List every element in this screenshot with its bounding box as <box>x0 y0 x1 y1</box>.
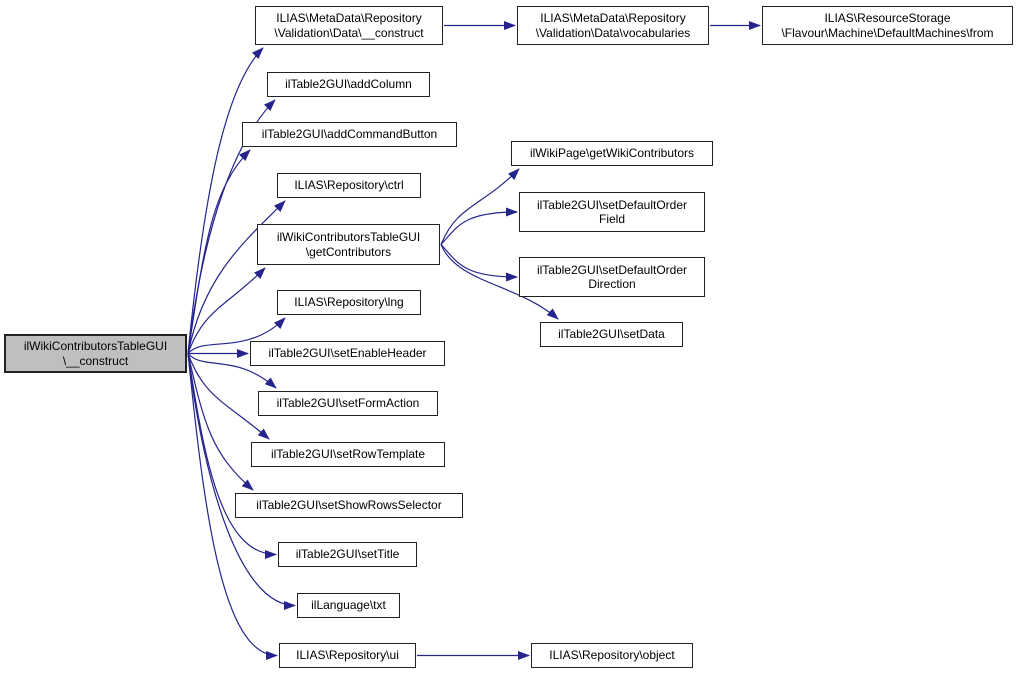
node-set-data[interactable] <box>540 322 683 347</box>
node-add-command-button[interactable] <box>242 122 457 147</box>
node-construct[interactable] <box>4 334 187 373</box>
node-label-line: ILIAS\Repository\ui <box>296 648 399 663</box>
node-set-show-rows-selector[interactable] <box>235 493 463 518</box>
node-label-line: ILIAS\Repository\object <box>549 648 675 663</box>
node-object[interactable] <box>531 643 693 668</box>
node-get-wiki-contributors[interactable] <box>511 141 713 166</box>
node-label-line: ilTable2GUI\setEnableHeader <box>268 346 427 361</box>
node-set-default-order-direction[interactable] <box>519 257 705 297</box>
node-label-line: ilTable2GUI\setRowTemplate <box>270 447 426 462</box>
node-label-line: ilLanguage\txt <box>311 598 386 613</box>
node-label-line: ilWikiPage\getWikiContributors <box>529 146 695 161</box>
node-label-line: ilTable2GUI\setFormAction <box>276 396 420 411</box>
node-md-construct[interactable] <box>255 6 443 45</box>
node-set-form-action[interactable] <box>258 391 438 416</box>
node-label-line: ilTable2GUI\setShowRowsSelector <box>256 498 442 513</box>
node-label-line: \Validation\Data\vocabularies <box>535 25 691 40</box>
node-label-line: ILIAS\MetaData\Repository <box>540 11 686 25</box>
node-txt[interactable] <box>297 593 400 618</box>
node-label-line: ilTable2GUI\addCommandButton <box>261 127 438 142</box>
node-set-row-template[interactable] <box>251 442 445 467</box>
node-ui[interactable] <box>279 643 416 668</box>
node-label-line: ilTable2GUI\setData <box>558 327 665 342</box>
node-label-line: \__construct <box>62 353 129 368</box>
node-label-line: ilTable2GUI\addColumn <box>285 77 412 92</box>
node-label-line: ilTable2GUI\setTitle <box>295 547 400 562</box>
node-set-title[interactable] <box>278 542 417 567</box>
node-label-line: ilWikiContributorsTableGUI <box>23 339 168 353</box>
node-label-line: \getContributors <box>305 244 392 259</box>
node-label-line: ilWikiContributorsTableGUI <box>276 230 421 244</box>
node-get-contributors[interactable] <box>257 224 440 265</box>
node-dm-from[interactable] <box>762 6 1013 45</box>
node-lng[interactable] <box>277 290 421 315</box>
node-set-enable-header[interactable] <box>250 341 445 366</box>
node-set-default-order-field[interactable] <box>519 192 705 232</box>
node-vocabularies[interactable] <box>517 6 709 45</box>
node-label-line: ILIAS\ResourceStorage <box>824 11 951 25</box>
edge-get-contributors-to-set-default-order-field <box>441 212 517 245</box>
node-ctrl[interactable] <box>277 173 421 198</box>
node-label-line: \Validation\Data\__construct <box>274 25 424 40</box>
edge-construct-to-md-construct <box>188 48 263 354</box>
edge-construct-to-add-command-button <box>188 150 250 354</box>
node-label-line: ilTable2GUI\setDefaultOrder <box>536 262 688 277</box>
node-label-line: Direction <box>588 277 636 291</box>
node-label-line: \Flavour\Machine\DefaultMachines\from <box>781 25 994 40</box>
node-label-line: ILIAS\Repository\ctrl <box>294 178 404 193</box>
node-label-line: ILIAS\Repository\lng <box>294 295 404 310</box>
edge-get-contributors-to-get-wiki-contributors <box>441 169 519 245</box>
node-label-line: ILIAS\MetaData\Repository <box>276 11 422 25</box>
node-label-line: Field <box>598 212 625 226</box>
node-add-column[interactable] <box>267 72 430 97</box>
node-label-line: ilTable2GUI\setDefaultOrder <box>536 197 688 212</box>
